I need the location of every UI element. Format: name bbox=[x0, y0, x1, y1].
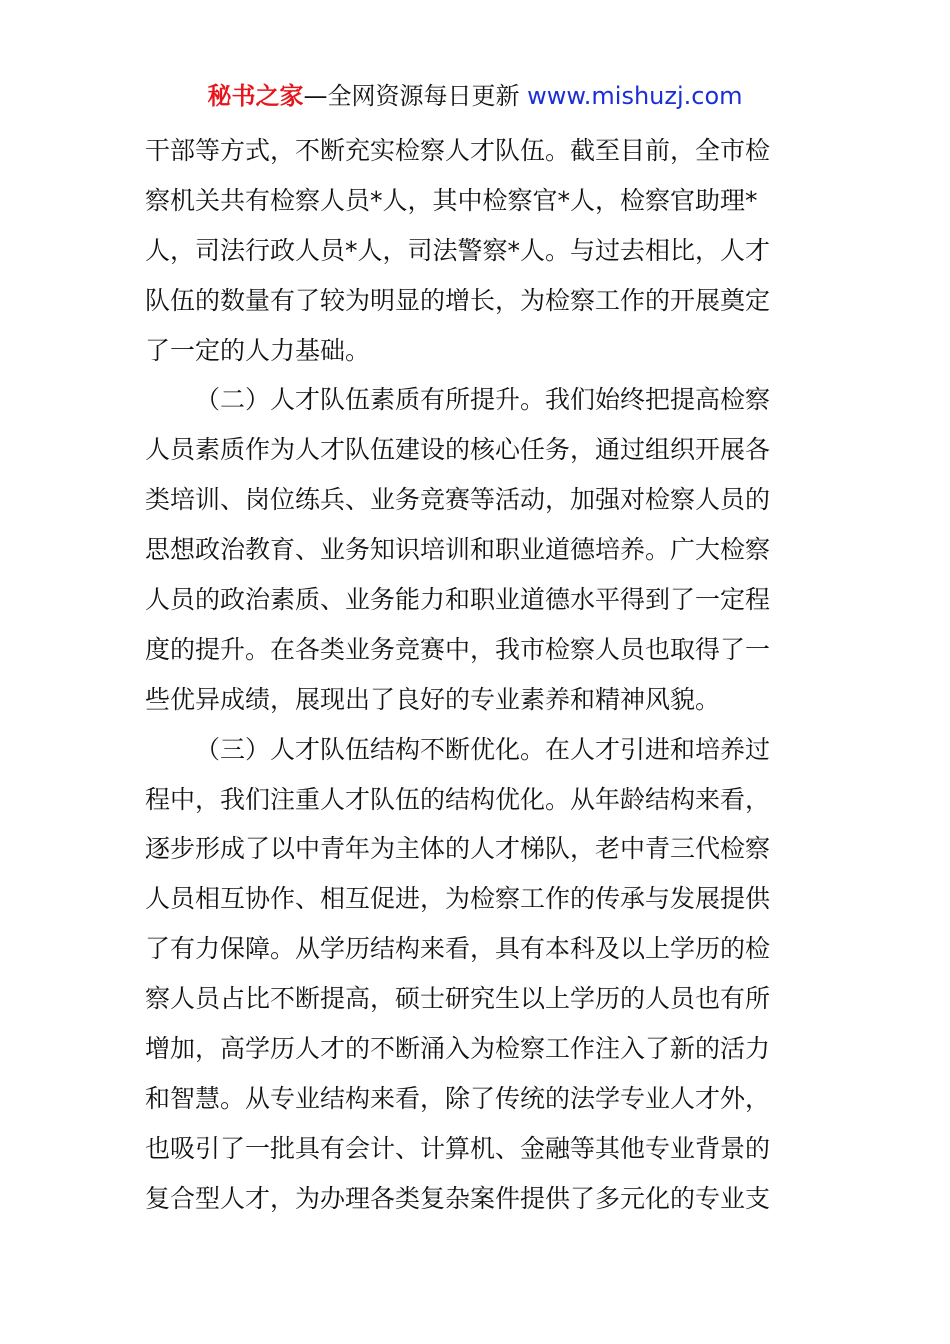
text-line: 了有力保障。从学历结构来看，具有本科及以上学历的检 bbox=[145, 934, 771, 964]
text-line: 了一定的人力基础。 bbox=[145, 335, 371, 365]
text-line: 人，司法行政人员*人，司法警察*人。与过去相比，人才 bbox=[145, 235, 771, 265]
text-line: 人员的政治素质、业务能力和职业道德水平得到了一定程 bbox=[145, 585, 771, 615]
site-header bbox=[0, 78, 950, 114]
text-line: 察机关共有检察人员*人，其中检察官*人，检察官助理* bbox=[145, 185, 758, 215]
text-line: 思想政治教育、业务知识培训和职业道德培养。广大检察 bbox=[145, 535, 771, 565]
text-line: 也吸引了一批具有会计、计算机、金融等其他专业背景的 bbox=[145, 1133, 771, 1163]
text-line: 干部等方式，不断充实检察人才队伍。截至目前，全市检 bbox=[145, 136, 771, 165]
text-line: 程中，我们注重人才队伍的结构优化。从年龄结构来看， bbox=[145, 784, 771, 814]
brand-name: 秘书之家 bbox=[207, 82, 304, 110]
text-line: 度的提升。在各类业务竞赛中，我市检察人员也取得了一 bbox=[145, 634, 771, 664]
site-url-link[interactable]: www.mishuzj.com bbox=[527, 82, 743, 110]
section-heading-line: （二）人才队伍素质有所提升。我们始终把提高检察 bbox=[195, 385, 771, 415]
header-tagline: —全网资源每日更新 bbox=[303, 82, 528, 110]
text-line: 增加，高学历人才的不断涌入为检察工作注入了新的活力 bbox=[145, 1034, 771, 1064]
text-line: 类培训、岗位练兵、业务竞赛等活动，加强对检察人员的 bbox=[145, 485, 771, 515]
text-line: 人员相互协作、相互促进，为检察工作的传承与发展提供 bbox=[145, 884, 771, 914]
section-heading-line: （三）人才队伍结构不断优化。在人才引进和培养过 bbox=[195, 734, 771, 764]
text-line: 逐步形成了以中青年为主体的人才梯队，老中青三代检察 bbox=[145, 834, 771, 864]
text-line: 队伍的数量有了较为明显的增长，为检察工作的开展奠定 bbox=[145, 285, 771, 315]
text-line: 些优异成绩，展现出了良好的专业素养和精神风貌。 bbox=[145, 684, 721, 714]
text-line: 和智慧。从专业结构来看，除了传统的法学专业人才外， bbox=[145, 1083, 771, 1113]
text-line: 察人员占比不断提高，硕士研究生以上学历的人员也有所 bbox=[145, 984, 771, 1014]
document-body bbox=[145, 126, 815, 1224]
text-line: 人员素质作为人才队伍建设的核心任务，通过组织开展各 bbox=[145, 435, 771, 465]
text-line: 复合型人才，为办理各类复杂案件提供了多元化的专业支 bbox=[145, 1183, 771, 1213]
